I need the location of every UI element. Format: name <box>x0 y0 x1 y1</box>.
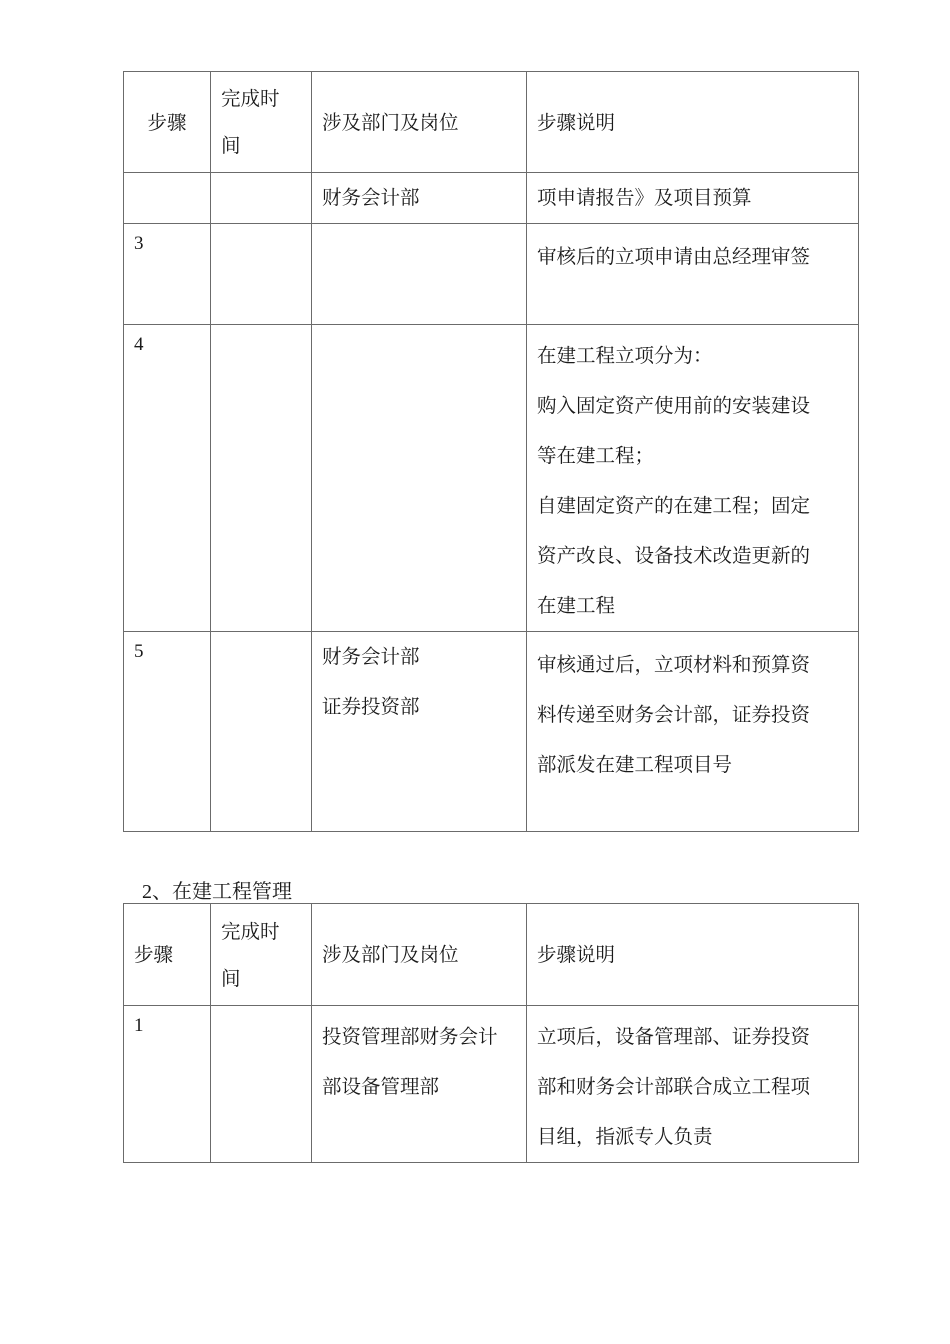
completion-time <box>211 1006 312 1163</box>
desc-cell <box>527 224 859 325</box>
table-row <box>124 224 859 325</box>
step-number: 3 <box>124 224 211 325</box>
header-step: 步骤 <box>124 72 211 173</box>
desc-line: 部和财务会计部联合成立工程项 <box>537 1075 811 1098</box>
header-time-line-2: 间 <box>221 966 241 990</box>
desc-line: 等在建工程； <box>537 444 655 467</box>
header-desc: 步骤说明 <box>527 72 859 173</box>
desc-cell <box>527 632 859 832</box>
desc-line: 资产改良、设备技术改造更新的 <box>537 544 811 567</box>
dept-cell <box>312 632 527 832</box>
desc-line: 立项后，设备管理部、证券投资 <box>537 1025 811 1048</box>
dept-cell <box>312 173 527 224</box>
desc-line: 在建工程 <box>537 594 616 617</box>
dept-cell <box>312 224 527 325</box>
completion-time <box>211 325 312 632</box>
step-number: 4 <box>124 325 211 632</box>
header-step: 步骤 <box>124 904 211 1006</box>
dept-cell <box>312 1006 527 1163</box>
completion-time <box>211 632 312 832</box>
desc-cell <box>527 173 859 224</box>
completion-time <box>211 224 312 325</box>
desc-cell <box>527 1006 859 1163</box>
section-number: 2 <box>142 881 152 903</box>
header-dept: 涉及部门及岗位 <box>312 904 527 1006</box>
desc-cell <box>527 325 859 632</box>
step-number: 5 <box>124 632 211 832</box>
process-table-1 <box>123 71 859 832</box>
header-time <box>211 72 312 173</box>
dept-line: 部设备管理部 <box>322 1075 440 1098</box>
process-table-2 <box>123 903 859 1163</box>
header-dept: 涉及部门及岗位 <box>312 72 527 173</box>
dept-line: 财务会计部 <box>322 186 420 209</box>
desc-line: 自建固定资产的在建工程；固定 <box>537 494 811 517</box>
dept-line: 证券投资部 <box>322 695 420 718</box>
header-time <box>211 904 312 1006</box>
section-separator: 、 <box>152 879 172 903</box>
table-header-row <box>124 72 859 173</box>
step-number: 1 <box>124 1006 211 1163</box>
completion-time <box>211 173 312 224</box>
header-desc: 步骤说明 <box>527 904 859 1006</box>
table-header-row <box>124 904 859 1006</box>
header-time-line-1: 完成时 <box>221 919 280 943</box>
desc-line: 审核后的立项申请由总经理审签 <box>537 245 811 268</box>
table-row <box>124 632 859 832</box>
desc-line: 购入固定资产使用前的安装建设 <box>537 394 811 417</box>
dept-cell <box>312 325 527 632</box>
section-title-text: 在建工程管理 <box>172 879 292 903</box>
header-time-line-2: 间 <box>221 134 241 157</box>
desc-line: 料传递至财务会计部，证券投资 <box>537 703 811 726</box>
step-number <box>124 173 211 224</box>
table-row <box>124 1006 859 1163</box>
table-row <box>124 173 859 224</box>
desc-line: 在建工程立项分为： <box>537 344 713 367</box>
desc-line: 项申请报告》及项目预算 <box>537 186 752 209</box>
table-row <box>124 325 859 632</box>
desc-line: 部派发在建工程项目号 <box>537 753 733 776</box>
dept-line: 投资管理部财务会计 <box>322 1025 498 1048</box>
dept-line: 财务会计部 <box>322 645 420 668</box>
desc-line: 目组，指派专人负责 <box>537 1125 713 1148</box>
desc-line: 审核通过后，立项材料和预算资 <box>537 653 811 676</box>
header-time-line-1: 完成时 <box>221 87 280 110</box>
